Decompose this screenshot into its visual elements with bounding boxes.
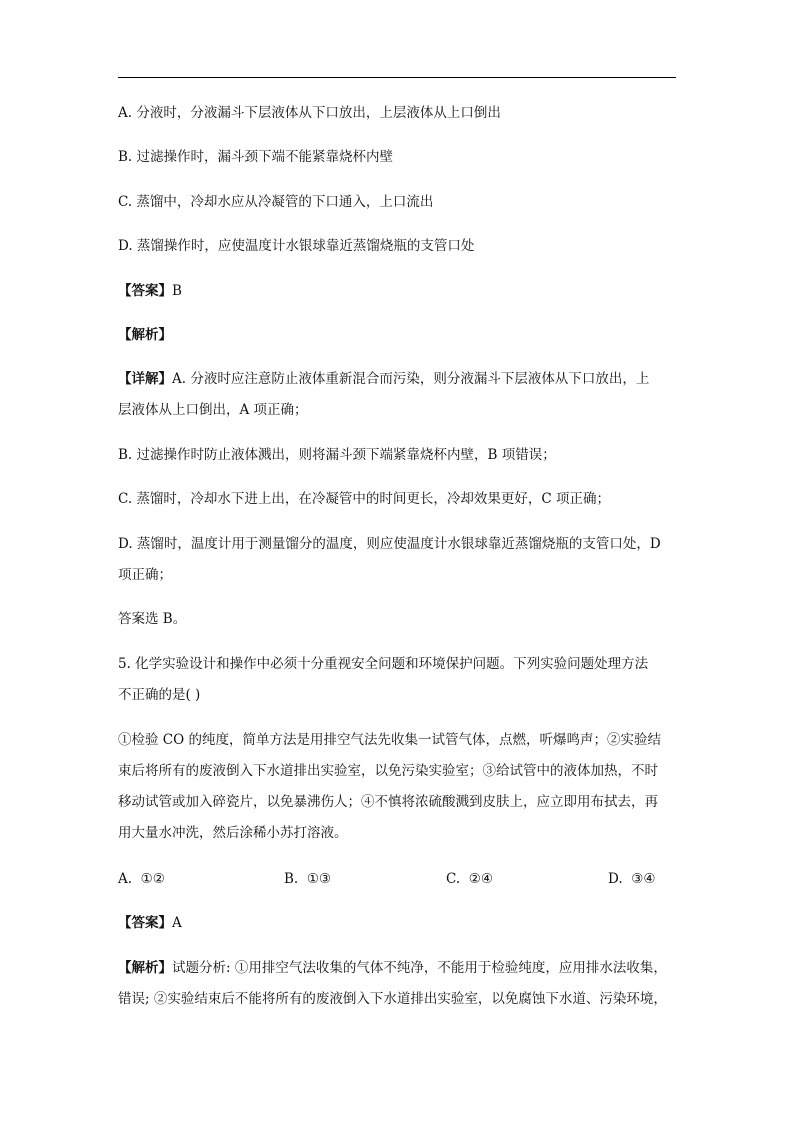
q5-stem-line-1: 5. 化学实验设计和操作中必须十分重视安全问题和环境保护问题。下列实验问题处理方法: [118, 656, 649, 672]
q4-option-a: A. 分液时，分液漏斗下层液体从下口放出，上层液体从上口倒出: [118, 105, 501, 121]
q4-option-b: B. 过滤操作时，漏斗颈下端不能紧靠烧杯内壁: [118, 149, 394, 165]
q4-detail-line-6: 项正确；: [118, 567, 172, 583]
header-rule: [118, 77, 676, 78]
q5-body-line-1: ①检验 CO 的纯度，简单方法是用排空气法先收集一试管气体，点燃，听爆鸣声；②实验结: [118, 732, 661, 748]
answer-label: 【答案】: [118, 915, 172, 931]
q4-option-d: D. 蒸馏操作时，应使温度计水银球靠近蒸馏烧瓶的支管口处: [118, 238, 475, 254]
option-value: ③④: [631, 871, 656, 887]
q5-analysis-line-2: 错误; ②实验结束后不能将所有的废液倒入下水道排出实验室，以免腐蚀下水道、污染环境，: [118, 991, 667, 1007]
analysis-label: 【解析】: [118, 960, 172, 976]
option-label: C.: [446, 871, 461, 887]
q4-detail-line-4: C. 蒸馏时，冷却水下进上出，在冷凝管中的时间更长，冷却效果更好，C 项正确；: [118, 491, 611, 507]
q5-option-d: [608, 870, 655, 888]
option-value: ②④: [468, 871, 493, 887]
q4-option-c: C. 蒸馏中，冷却水应从冷凝管的下口通入，上口流出: [118, 194, 434, 210]
q4-detail-line-2: 层液体从上口倒出，A 项正确；: [118, 402, 308, 418]
q4-detail-line-1: [118, 370, 678, 388]
q4-analysis-label: 【解析】: [118, 327, 172, 343]
option-value: ①③: [306, 871, 332, 887]
answer-value: B: [172, 283, 182, 299]
detail-text: A. 分液时应注意防止液体重新混合而污染，则分液漏斗下层液体从下口放出，上: [172, 371, 650, 387]
q5-body-line-3: 移动试管或加入碎瓷片，以免暴沸伤人；④不慎将浓硫酸溅到皮肤上，应立即用布拭去，再: [118, 794, 658, 810]
option-label: A.: [118, 871, 133, 887]
q5-analysis-line-1: [118, 959, 678, 977]
q4-detail-line-5: D. 蒸馏时，温度计用于测量馏分的温度，则应使温度计水银球靠近蒸馏烧瓶的支管口处，D: [118, 536, 661, 552]
option-label: B.: [284, 871, 299, 887]
q5-option-c: [446, 870, 493, 888]
q4-detail-line-3: B. 过滤操作时防止液体溅出，则将漏斗颈下端紧靠烧杯内壁，B 项错误；: [118, 447, 556, 463]
answer-value: A: [172, 915, 182, 931]
option-value: ①②: [140, 871, 165, 887]
answer-label: 【答案】: [118, 283, 172, 299]
q5-body-line-4: 用大量水冲洗，然后涂稀小苏打溶液。: [118, 825, 348, 841]
q5-answer: [118, 914, 678, 932]
option-label: D.: [608, 871, 623, 887]
q4-answer: [118, 282, 678, 300]
q5-option-b: [284, 870, 331, 888]
analysis-text: 试题分析: ①用排空气法收集的气体不纯净，不能用于检验纯度，应用排水法收集，: [172, 960, 667, 976]
q5-body-line-2: 束后将所有的废液倒入下水道排出实验室，以免污染实验室；③给试管中的液体加热，不时: [118, 763, 658, 779]
q4-conclusion: 答案选 B。: [118, 611, 187, 627]
q5-option-a: [118, 870, 165, 888]
detail-label: 【详解】: [118, 371, 172, 387]
q5-stem-line-2: 不正确的是( ): [118, 687, 201, 703]
